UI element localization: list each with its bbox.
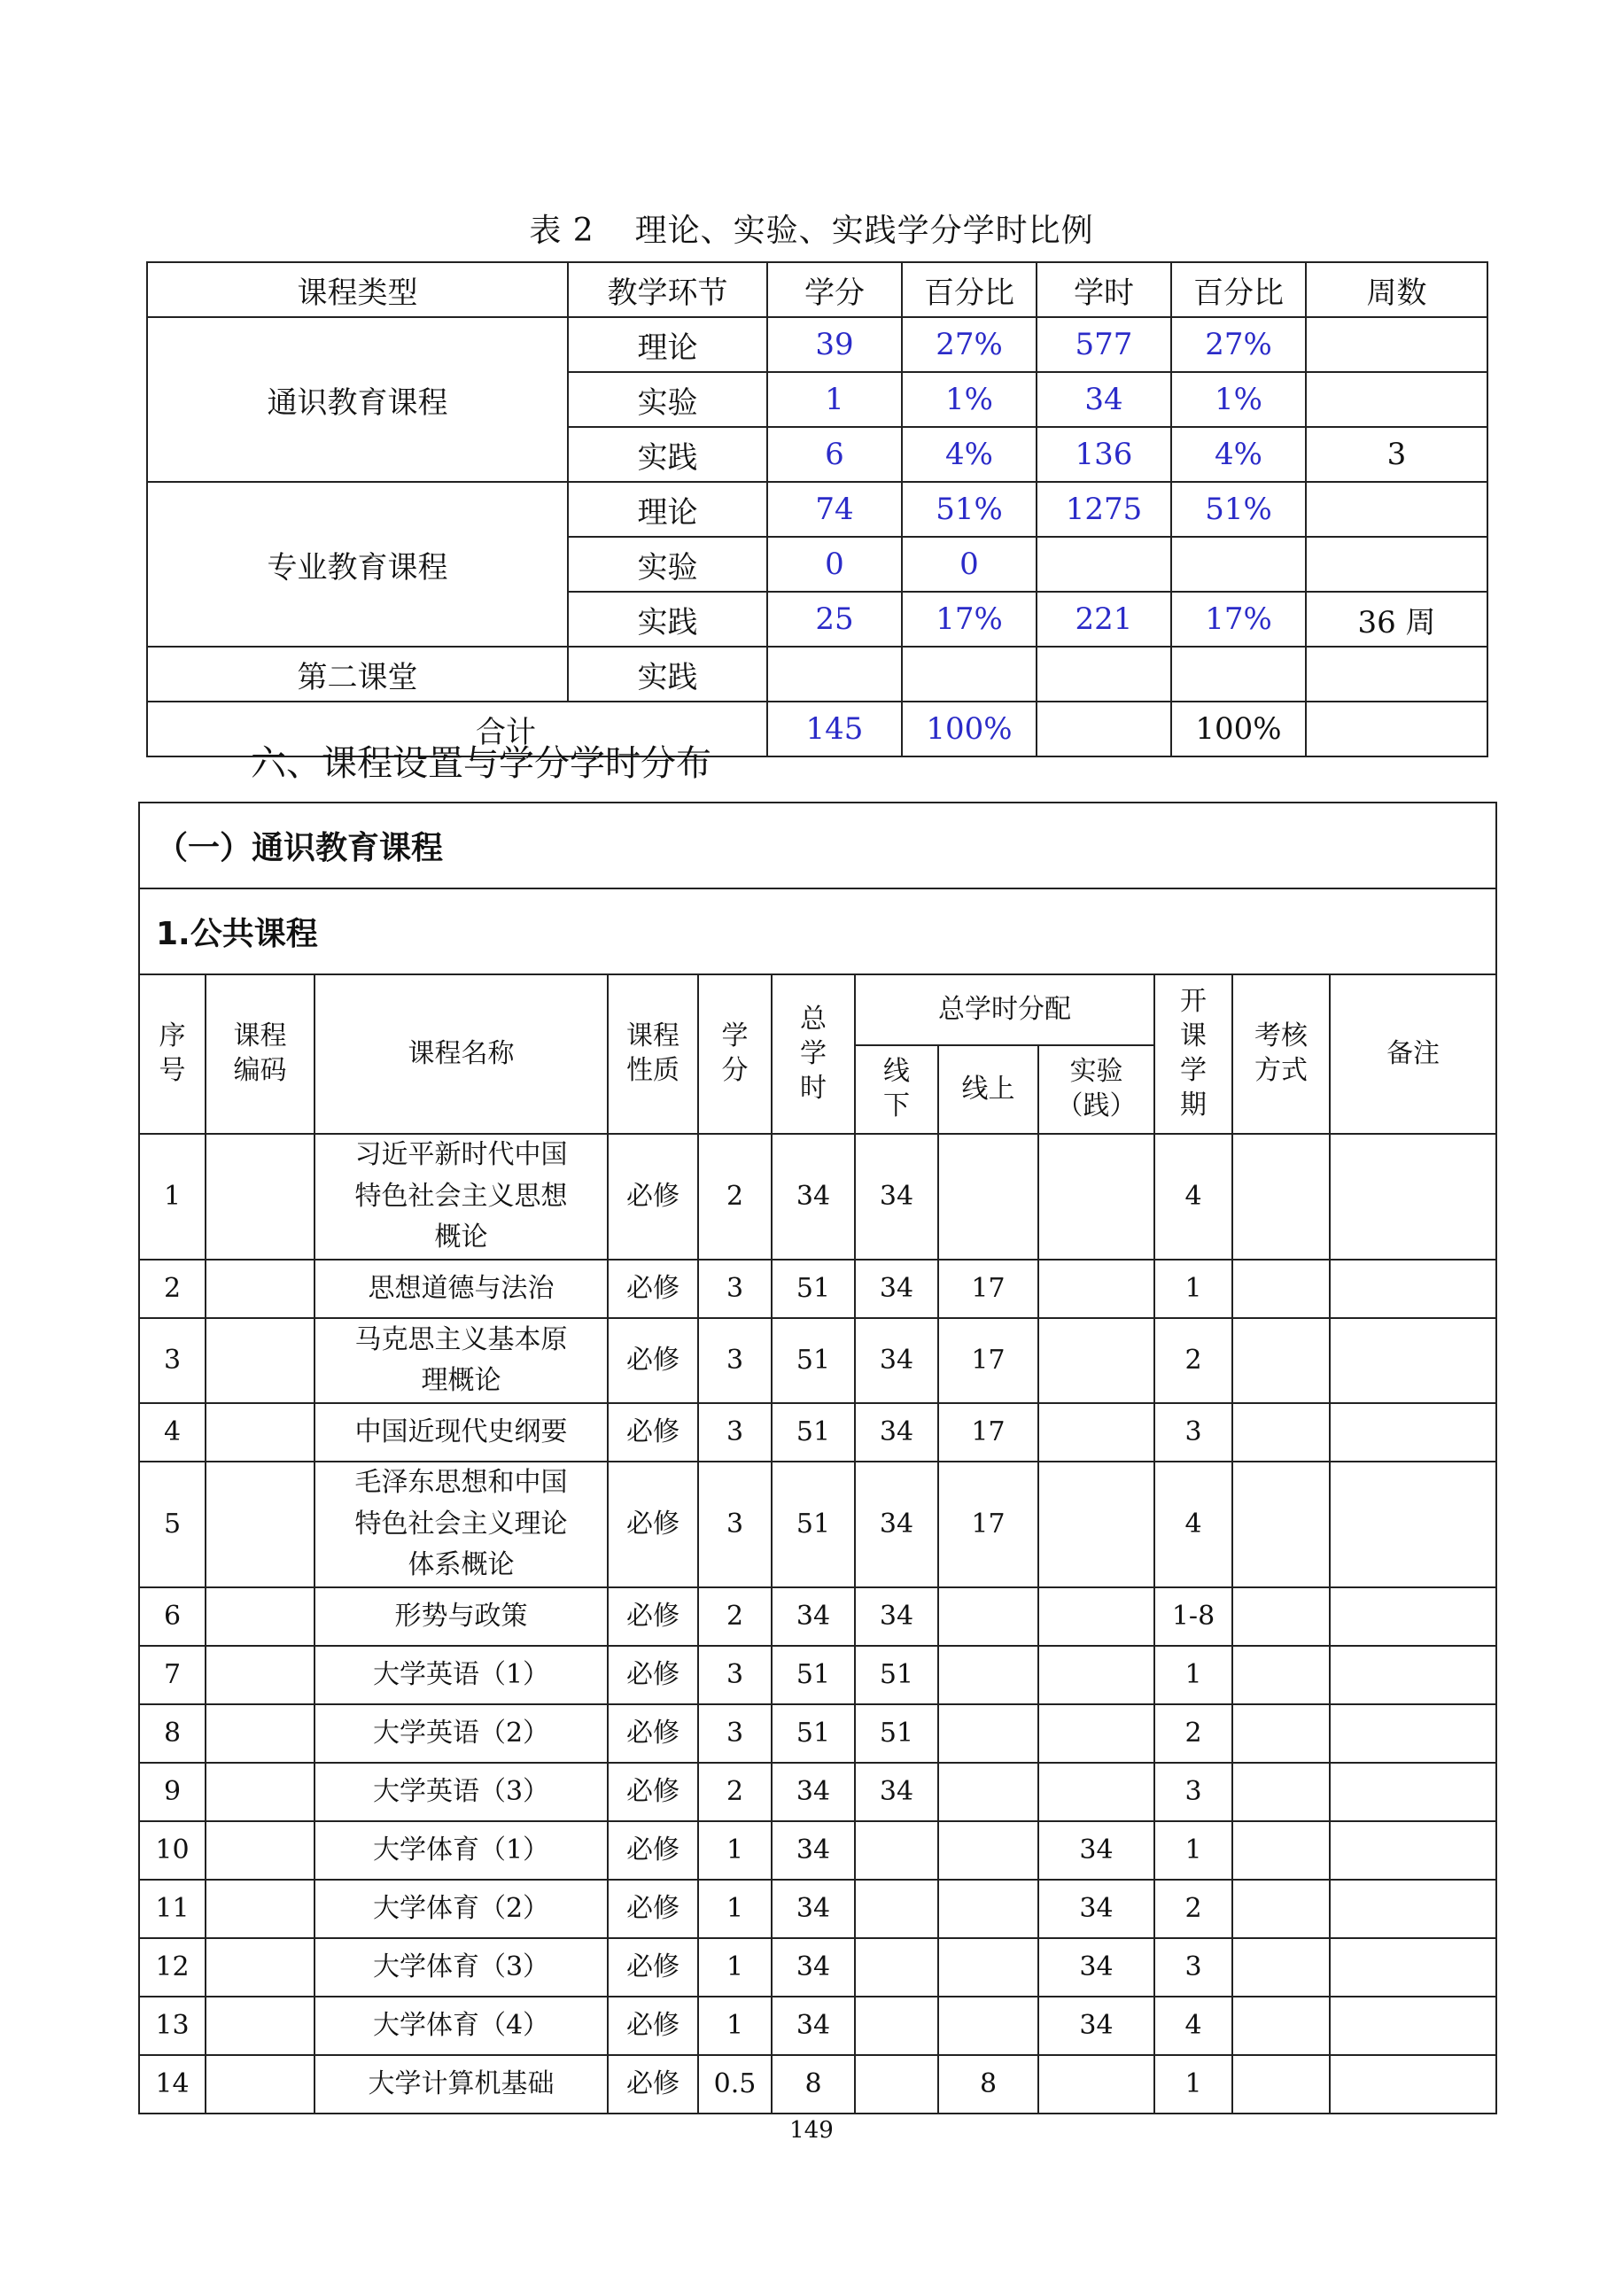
course-name-text: 大学体育（1） <box>372 1834 550 1866</box>
assessment-cell <box>1232 1821 1330 1880</box>
total-hour-pct-cell: 100% <box>1171 702 1306 756</box>
course-name-text: 中国近现代史纲要 <box>354 1416 568 1447</box>
code-cell <box>206 1134 315 1260</box>
header-distribution: 总学时分配 <box>855 974 1154 1045</box>
credits-cell: 3 <box>698 1462 772 1587</box>
teaching-link-cell: 实践 <box>568 647 767 702</box>
seq-cell: 12 <box>139 1938 206 1997</box>
header-name: 课程名称 <box>315 974 608 1134</box>
teaching-link-cell: 实践 <box>568 427 767 482</box>
hours-cell: 136 <box>1037 427 1171 482</box>
table2-row <box>147 317 1487 372</box>
offline-cell <box>855 1938 938 1997</box>
assessment-cell <box>1232 1134 1330 1260</box>
course-row <box>139 1403 1496 1462</box>
course-name-text: 大学体育（4） <box>372 2009 550 2041</box>
semester-cell: 3 <box>1154 1938 1232 1997</box>
online-cell <box>938 1646 1038 1704</box>
credits-cell: 3 <box>698 1646 772 1704</box>
course-row <box>139 1462 1496 1587</box>
total-hours-cell <box>1037 702 1171 756</box>
seq-cell: 7 <box>139 1646 206 1704</box>
nature-cell: 必修 <box>608 1997 698 2055</box>
code-cell <box>206 1403 315 1462</box>
course-name-cell <box>315 1403 608 1462</box>
table2-header-cell: 学分 <box>767 262 902 317</box>
credits-cell: 25 <box>767 592 902 647</box>
hours-cell: 577 <box>1037 317 1171 372</box>
code-cell <box>206 1821 315 1880</box>
table2-header-cell: 课程类型 <box>147 262 568 317</box>
course-name-text: 大学英语（2） <box>372 1717 550 1749</box>
semester-cell: 2 <box>1154 1704 1232 1763</box>
offline-cell: 34 <box>855 1403 938 1462</box>
course-name-text: 大学体育（2） <box>372 1892 550 1924</box>
credit-pct-cell <box>902 647 1037 702</box>
semester-cell: 2 <box>1154 1880 1232 1938</box>
credits-cell: 1 <box>698 1997 772 2055</box>
lab-cell <box>1038 1318 1154 1403</box>
course-name-cell <box>315 1997 608 2055</box>
assessment-cell <box>1232 1587 1330 1646</box>
course-name-cell <box>315 1646 608 1704</box>
weeks-cell: 36 周 <box>1306 592 1487 647</box>
remarks-cell <box>1330 1821 1496 1880</box>
remarks-cell <box>1330 1938 1496 1997</box>
seq-cell: 6 <box>139 1587 206 1646</box>
credit-ratio-table <box>146 261 1488 757</box>
seq-cell: 9 <box>139 1763 206 1821</box>
hours-cell: 1275 <box>1037 482 1171 537</box>
seq-cell: 11 <box>139 1880 206 1938</box>
offline-cell: 34 <box>855 1318 938 1403</box>
table2-header-cell: 百分比 <box>902 262 1037 317</box>
course-type-cell: 专业教育课程 <box>147 482 568 647</box>
total-hours-cell: 8 <box>772 2055 855 2114</box>
online-cell: 17 <box>938 1403 1038 1462</box>
hours-cell <box>1037 537 1171 592</box>
course-row <box>139 1704 1496 1763</box>
semester-cell: 4 <box>1154 1997 1232 2055</box>
online-cell <box>938 1938 1038 1997</box>
credits-cell: 2 <box>698 1587 772 1646</box>
nature-cell: 必修 <box>608 1587 698 1646</box>
header-assessment: 考核方式 <box>1232 974 1330 1134</box>
offline-cell: 34 <box>855 1134 938 1260</box>
semester-cell: 1 <box>1154 1821 1232 1880</box>
credits-cell: 1 <box>698 1938 772 1997</box>
nature-cell: 必修 <box>608 1704 698 1763</box>
course-row <box>139 2055 1496 2114</box>
assessment-cell <box>1232 1938 1330 1997</box>
seq-cell: 8 <box>139 1704 206 1763</box>
nature-cell: 必修 <box>608 2055 698 2114</box>
table2-header-cell: 周数 <box>1306 262 1487 317</box>
assessment-cell <box>1232 1880 1330 1938</box>
course-name-text: 马克思主义基本原理概论 <box>354 1323 568 1396</box>
offline-cell: 51 <box>855 1646 938 1704</box>
code-cell <box>206 1318 315 1403</box>
remarks-cell <box>1330 1260 1496 1318</box>
teaching-link-cell: 实验 <box>568 372 767 427</box>
hour-pct-cell <box>1171 647 1306 702</box>
teaching-link-cell: 实验 <box>568 537 767 592</box>
nature-cell: 必修 <box>608 1318 698 1403</box>
lab-cell: 34 <box>1038 1938 1154 1997</box>
course-name-cell <box>315 1318 608 1403</box>
header-semester: 开课学期 <box>1154 974 1232 1134</box>
semester-cell: 4 <box>1154 1462 1232 1587</box>
credits-cell: 39 <box>767 317 902 372</box>
assessment-cell <box>1232 1763 1330 1821</box>
course-row <box>139 1821 1496 1880</box>
total-hours-cell: 34 <box>772 1134 855 1260</box>
table2-row <box>147 482 1487 537</box>
nature-cell: 必修 <box>608 1462 698 1587</box>
remarks-cell <box>1330 1587 1496 1646</box>
nature-cell: 必修 <box>608 1938 698 1997</box>
course-name-cell <box>315 1134 608 1260</box>
code-cell <box>206 1646 315 1704</box>
offline-cell <box>855 2055 938 2114</box>
code-cell <box>206 1704 315 1763</box>
hour-pct-cell: 1% <box>1171 372 1306 427</box>
credits-cell <box>767 647 902 702</box>
course-name-text: 大学体育（3） <box>372 1951 550 1982</box>
online-cell: 17 <box>938 1318 1038 1403</box>
course-row <box>139 1318 1496 1403</box>
lab-cell <box>1038 1587 1154 1646</box>
online-cell: 8 <box>938 2055 1038 2114</box>
total-hours-cell: 51 <box>772 1403 855 1462</box>
code-cell <box>206 1462 315 1587</box>
assessment-cell <box>1232 1403 1330 1462</box>
nature-cell: 必修 <box>608 1763 698 1821</box>
course-row <box>139 1260 1496 1318</box>
lab-cell: 34 <box>1038 1880 1154 1938</box>
code-cell <box>206 1260 315 1318</box>
semester-cell: 2 <box>1154 1318 1232 1403</box>
page-number: 149 <box>789 2117 834 2144</box>
hour-pct-cell: 27% <box>1171 317 1306 372</box>
online-cell <box>938 1134 1038 1260</box>
seq-cell: 1 <box>139 1134 206 1260</box>
semester-cell: 1-8 <box>1154 1587 1232 1646</box>
remarks-cell <box>1330 1134 1496 1260</box>
teaching-link-cell: 实践 <box>568 592 767 647</box>
header-offline: 线下 <box>855 1045 938 1134</box>
table2-caption-label: 表 2 <box>529 213 594 249</box>
course-name-cell <box>315 1938 608 1997</box>
hour-pct-cell <box>1171 537 1306 592</box>
course-row <box>139 1587 1496 1646</box>
lab-cell <box>1038 2055 1154 2114</box>
credit-pct-cell: 0 <box>902 537 1037 592</box>
total-hours-cell: 51 <box>772 1462 855 1587</box>
credits-cell: 3 <box>698 1260 772 1318</box>
header-seq: 序号 <box>139 974 206 1134</box>
header-nature: 课程性质 <box>608 974 698 1134</box>
assessment-cell <box>1232 1260 1330 1318</box>
course-type-cell: 第二课堂 <box>147 647 568 702</box>
lab-cell <box>1038 1403 1154 1462</box>
header-remarks: 备注 <box>1330 974 1496 1134</box>
seq-cell: 4 <box>139 1403 206 1462</box>
credits-cell: 6 <box>767 427 902 482</box>
weeks-cell <box>1306 317 1487 372</box>
teaching-link-cell: 理论 <box>568 317 767 372</box>
public-course-table <box>138 802 1497 2114</box>
online-cell <box>938 1997 1038 2055</box>
weeks-cell <box>1306 647 1487 702</box>
course-name-text: 思想道德与法治 <box>368 1272 555 1304</box>
remarks-cell <box>1330 1763 1496 1821</box>
course-name-text: 大学英语（1） <box>372 1658 550 1690</box>
table2-caption-title: 理论、实验、实践学分学时比例 <box>634 213 1094 249</box>
semester-cell: 1 <box>1154 1260 1232 1318</box>
remarks-cell <box>1330 1403 1496 1462</box>
table2-header-cell: 学时 <box>1037 262 1171 317</box>
total-hours-cell: 34 <box>772 1763 855 1821</box>
credits-cell: 74 <box>767 482 902 537</box>
nature-cell: 必修 <box>608 1260 698 1318</box>
lab-cell: 34 <box>1038 1997 1154 2055</box>
online-cell <box>938 1763 1038 1821</box>
hour-pct-cell: 51% <box>1171 482 1306 537</box>
teaching-link-cell: 理论 <box>568 482 767 537</box>
assessment-cell <box>1232 1318 1330 1403</box>
total-hours-cell: 34 <box>772 1938 855 1997</box>
total-credits-cell: 145 <box>767 702 902 756</box>
total-weeks-cell <box>1306 702 1487 756</box>
nature-cell: 必修 <box>608 1134 698 1260</box>
credits-cell: 1 <box>698 1821 772 1880</box>
code-cell <box>206 1938 315 1997</box>
course-row <box>139 1134 1496 1260</box>
course-name-cell <box>315 1260 608 1318</box>
remarks-cell <box>1330 1997 1496 2055</box>
course-row <box>139 1938 1496 1997</box>
semester-cell: 3 <box>1154 1403 1232 1462</box>
assessment-cell <box>1232 1997 1330 2055</box>
semester-cell: 4 <box>1154 1134 1232 1260</box>
table2-header-cell: 百分比 <box>1171 262 1306 317</box>
nature-cell: 必修 <box>608 1646 698 1704</box>
header-credits: 学分 <box>698 974 772 1134</box>
nature-cell: 必修 <box>608 1403 698 1462</box>
credits-cell: 1 <box>767 372 902 427</box>
offline-cell: 51 <box>855 1704 938 1763</box>
header-lab: 实验（践） <box>1038 1045 1154 1134</box>
table2-row <box>147 647 1487 702</box>
credits-cell: 3 <box>698 1318 772 1403</box>
hour-pct-cell: 4% <box>1171 427 1306 482</box>
total-hours-cell: 34 <box>772 1587 855 1646</box>
credits-cell: 1 <box>698 1880 772 1938</box>
course-name-text: 大学英语（3） <box>372 1775 550 1807</box>
nature-cell: 必修 <box>608 1880 698 1938</box>
lab-cell <box>1038 1646 1154 1704</box>
weeks-cell <box>1306 537 1487 592</box>
lab-cell <box>1038 1260 1154 1318</box>
credits-cell: 0.5 <box>698 2055 772 2114</box>
seq-cell: 3 <box>139 1318 206 1403</box>
course-row <box>139 1880 1496 1938</box>
total-hours-cell: 51 <box>772 1646 855 1704</box>
online-cell: 17 <box>938 1462 1038 1587</box>
subsubsection-heading: 1.公共课程 <box>139 888 1496 974</box>
remarks-cell <box>1330 1880 1496 1938</box>
remarks-cell <box>1330 1462 1496 1587</box>
online-cell <box>938 1704 1038 1763</box>
course-name-cell <box>315 1462 608 1587</box>
course-name-cell <box>315 1763 608 1821</box>
course-row <box>139 1997 1496 2055</box>
credits-cell: 3 <box>698 1704 772 1763</box>
course-name-cell <box>315 2055 608 2114</box>
credit-pct-cell: 4% <box>902 427 1037 482</box>
hours-cell: 34 <box>1037 372 1171 427</box>
total-hours-cell: 34 <box>772 1880 855 1938</box>
course-name-cell <box>315 1587 608 1646</box>
table2-header-cell: 教学环节 <box>568 262 767 317</box>
header-online: 线上 <box>938 1045 1038 1134</box>
remarks-cell <box>1330 1318 1496 1403</box>
lab-cell <box>1038 1763 1154 1821</box>
header-total-hours: 总学时 <box>772 974 855 1134</box>
online-cell <box>938 1880 1038 1938</box>
remarks-cell <box>1330 1704 1496 1763</box>
offline-cell: 34 <box>855 1587 938 1646</box>
lab-cell <box>1038 1134 1154 1260</box>
table2-header-row <box>147 262 1487 317</box>
hours-cell <box>1037 647 1171 702</box>
course-row <box>139 1646 1496 1704</box>
offline-cell <box>855 1997 938 2055</box>
section-title: 六、课程设置与学分学时分布 <box>251 743 711 784</box>
seq-cell: 10 <box>139 1821 206 1880</box>
assessment-cell <box>1232 2055 1330 2114</box>
course-name-text: 毛泽东思想和中国特色社会主义理论体系概论 <box>354 1467 568 1581</box>
credit-pct-cell: 17% <box>902 592 1037 647</box>
course-name-cell <box>315 1880 608 1938</box>
seq-cell: 5 <box>139 1462 206 1587</box>
course-name-text: 形势与政策 <box>394 1600 528 1632</box>
course-name-cell <box>315 1821 608 1880</box>
online-cell <box>938 1587 1038 1646</box>
total-credit-pct-cell: 100% <box>902 702 1037 756</box>
credits-cell: 2 <box>698 1763 772 1821</box>
lab-cell: 34 <box>1038 1821 1154 1880</box>
semester-cell: 1 <box>1154 1646 1232 1704</box>
seq-cell: 2 <box>139 1260 206 1318</box>
total-label-cell: 合计 <box>147 702 767 756</box>
online-cell <box>938 1821 1038 1880</box>
code-cell <box>206 1587 315 1646</box>
course-type-cell: 通识教育课程 <box>147 317 568 482</box>
remarks-cell <box>1330 2055 1496 2114</box>
course-name-cell <box>315 1704 608 1763</box>
assessment-cell <box>1232 1462 1330 1587</box>
remarks-cell <box>1330 1646 1496 1704</box>
weeks-cell <box>1306 372 1487 427</box>
code-cell <box>206 1997 315 2055</box>
assessment-cell <box>1232 1704 1330 1763</box>
seq-cell: 14 <box>139 2055 206 2114</box>
semester-cell: 1 <box>1154 2055 1232 2114</box>
header-code: 课程编码 <box>206 974 315 1134</box>
semester-cell: 3 <box>1154 1763 1232 1821</box>
course-row <box>139 1763 1496 1821</box>
credit-pct-cell: 27% <box>902 317 1037 372</box>
credit-pct-cell: 51% <box>902 482 1037 537</box>
lab-cell <box>1038 1462 1154 1587</box>
hours-cell: 221 <box>1037 592 1171 647</box>
credits-cell: 3 <box>698 1403 772 1462</box>
total-hours-cell: 51 <box>772 1318 855 1403</box>
weeks-cell: 3 <box>1306 427 1487 482</box>
lab-cell <box>1038 1704 1154 1763</box>
total-hours-cell: 51 <box>772 1260 855 1318</box>
nature-cell: 必修 <box>608 1821 698 1880</box>
weeks-cell <box>1306 482 1487 537</box>
subsection-heading: （一）通识教育课程 <box>139 803 1496 888</box>
credits-cell: 2 <box>698 1134 772 1260</box>
total-hours-cell: 51 <box>772 1704 855 1763</box>
seq-cell: 13 <box>139 1997 206 2055</box>
hour-pct-cell: 17% <box>1171 592 1306 647</box>
credit-pct-cell: 1% <box>902 372 1037 427</box>
table2-caption <box>0 206 1623 251</box>
offline-cell: 34 <box>855 1462 938 1587</box>
course-name-text: 大学计算机基础 <box>368 2067 555 2099</box>
online-cell: 17 <box>938 1260 1038 1318</box>
offline-cell <box>855 1821 938 1880</box>
code-cell <box>206 1880 315 1938</box>
code-cell <box>206 2055 315 2114</box>
offline-cell: 34 <box>855 1763 938 1821</box>
credits-cell: 0 <box>767 537 902 592</box>
offline-cell: 34 <box>855 1260 938 1318</box>
course-name-text: 习近平新时代中国特色社会主义思想概论 <box>354 1139 568 1253</box>
total-hours-cell: 34 <box>772 1997 855 2055</box>
offline-cell <box>855 1880 938 1938</box>
code-cell <box>206 1763 315 1821</box>
assessment-cell <box>1232 1646 1330 1704</box>
total-hours-cell: 34 <box>772 1821 855 1880</box>
